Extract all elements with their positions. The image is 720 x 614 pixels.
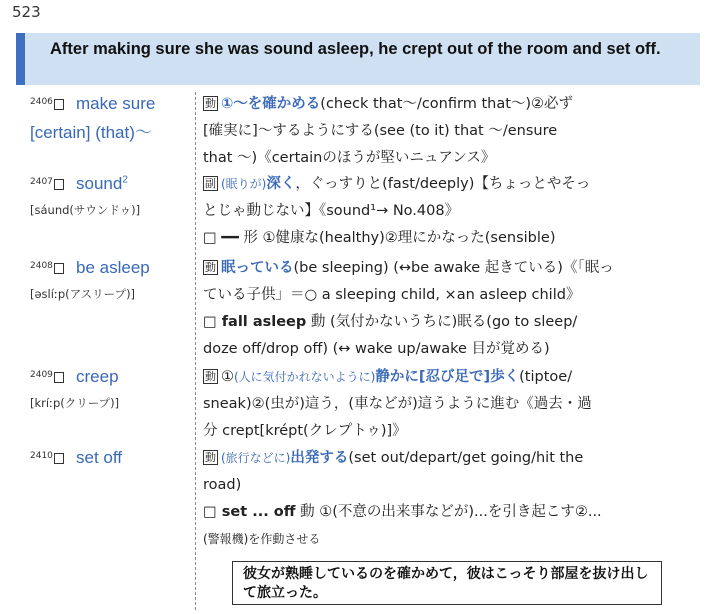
entry-number: 2408 (30, 261, 53, 271)
definition-line (203, 364, 663, 391)
part-of-speech-badge: 副 (205, 177, 216, 190)
pronunciation: [sáund(サウンドゥ)] (30, 203, 141, 217)
definition-line (203, 255, 663, 282)
headword: make sure (76, 94, 156, 113)
definition-line (203, 225, 663, 252)
definition-text: that 〜)《certainのほうが堅いニュアンス》 (203, 150, 496, 166)
definition-text: ，ぐっすりと(fast/deeply)【ちょっとやそっ (295, 176, 591, 192)
headword: sound$^2$ (76, 174, 128, 193)
checkbox-icon (54, 372, 64, 383)
checkbox-icon (54, 179, 64, 190)
definition-text: (be sleeping) (↔be awake 起きている)《「眠っ (293, 260, 614, 276)
definition-line (203, 472, 663, 499)
definition-line (203, 145, 663, 172)
definition-line (203, 282, 663, 309)
entry-number: 2409 (30, 370, 53, 380)
definition-block (203, 171, 663, 252)
entry-number: 2407 (30, 177, 53, 187)
definition-text: 眠っている (221, 260, 294, 276)
checkbox-icon (54, 263, 64, 274)
definition-text: ①〜を確かめる (221, 96, 321, 112)
definition-line (203, 418, 663, 445)
definition-text: (旅行などに) (221, 451, 291, 465)
column-divider (195, 92, 196, 610)
headword: set off (76, 448, 122, 467)
definition-line (203, 118, 663, 145)
entry-number: 2406 (30, 97, 53, 107)
definition-text: (check that〜/confirm that〜)②必ず (320, 96, 574, 112)
definition-line (203, 309, 663, 336)
definition-line (203, 391, 663, 418)
definition-line (203, 445, 663, 472)
definition-text: road) (203, 477, 242, 493)
definition-text: (警報機)を作動させる (203, 532, 321, 546)
definition-text: [確実に]〜するようにする(see (to it) that 〜/ensure (203, 123, 558, 139)
headword-continuation: [certain] (that)〜 (30, 123, 152, 142)
part-of-speech-badge: 動 (205, 451, 216, 464)
definition-line (203, 336, 663, 363)
pronunciation: [kríːp(クリープ)] (30, 396, 120, 410)
entry-number: 2410 (30, 451, 53, 461)
example-sentence: After making sure she was sound asleep, he crept out of the room and set off. (50, 40, 661, 58)
definition-text: (set out/depart/get going/hit the (348, 450, 584, 466)
definition-text: □ set ... off (203, 504, 296, 520)
banner-accent-bar (16, 33, 25, 85)
definition-text: ① (221, 369, 234, 385)
definition-text: 深く (266, 176, 296, 192)
definition-line (203, 171, 663, 198)
checkbox-icon (54, 99, 64, 110)
definition-line (203, 198, 663, 225)
definition-block (203, 364, 663, 445)
definition-text: □ fall asleep (203, 314, 307, 330)
definition-text: (tiptoe/ (519, 369, 573, 385)
definition-line (203, 526, 663, 553)
definition-text: ている子供」＝○ a sleeping child, ×an asleep child》 (203, 287, 581, 303)
definition-block (203, 91, 663, 172)
part-of-speech-badge: 動 (205, 370, 216, 383)
definition-text: (人に気付かれないように) (234, 370, 376, 384)
definition-text: 出発する (290, 450, 349, 466)
translation-box: 彼女が熟睡しているのを確かめて，彼はこっそり部屋を抜け出して旅立った。 (232, 561, 662, 605)
definition-block (203, 445, 663, 553)
definition-text: doze off/drop off) (↔ wake up/awake 目が覚める) (203, 341, 550, 357)
definition-text: (眠りが) (221, 177, 267, 191)
definition-text: 静かに[忍び足で]歩く (375, 369, 520, 385)
headword: be asleep (76, 258, 150, 277)
definition-text: 動 ①(不意の出来事などが)...を引き起こす②... (295, 504, 602, 520)
definition-text: sneak)②(虫が)這う，(車などが)這うように進む《過去・過 (203, 396, 592, 412)
definition-text: 分 crept[krépt(クレプトゥ)]》 (203, 423, 407, 439)
pronunciation: [əslíːp(アスリープ)] (30, 287, 136, 301)
page-number: 523 (12, 3, 41, 21)
definition-text: とじゃ動じない】《sound¹→ No.408》 (203, 203, 460, 219)
definition-line (203, 91, 663, 118)
definition-line (203, 499, 663, 526)
checkbox-icon (54, 453, 64, 464)
example-sentence-banner (16, 33, 700, 85)
definition-text: 動 (気付かないうちに)眠る(go to sleep/ (306, 314, 578, 330)
definition-block (203, 255, 663, 363)
part-of-speech-badge: 動 (205, 261, 216, 274)
definition-text: □ ━━ 形 ①健康な(healthy)②理にかなった(sensible) (203, 230, 556, 246)
headword: creep (76, 367, 119, 386)
part-of-speech-badge: 動 (205, 97, 216, 110)
headword-superscript: 2 (122, 174, 128, 186)
